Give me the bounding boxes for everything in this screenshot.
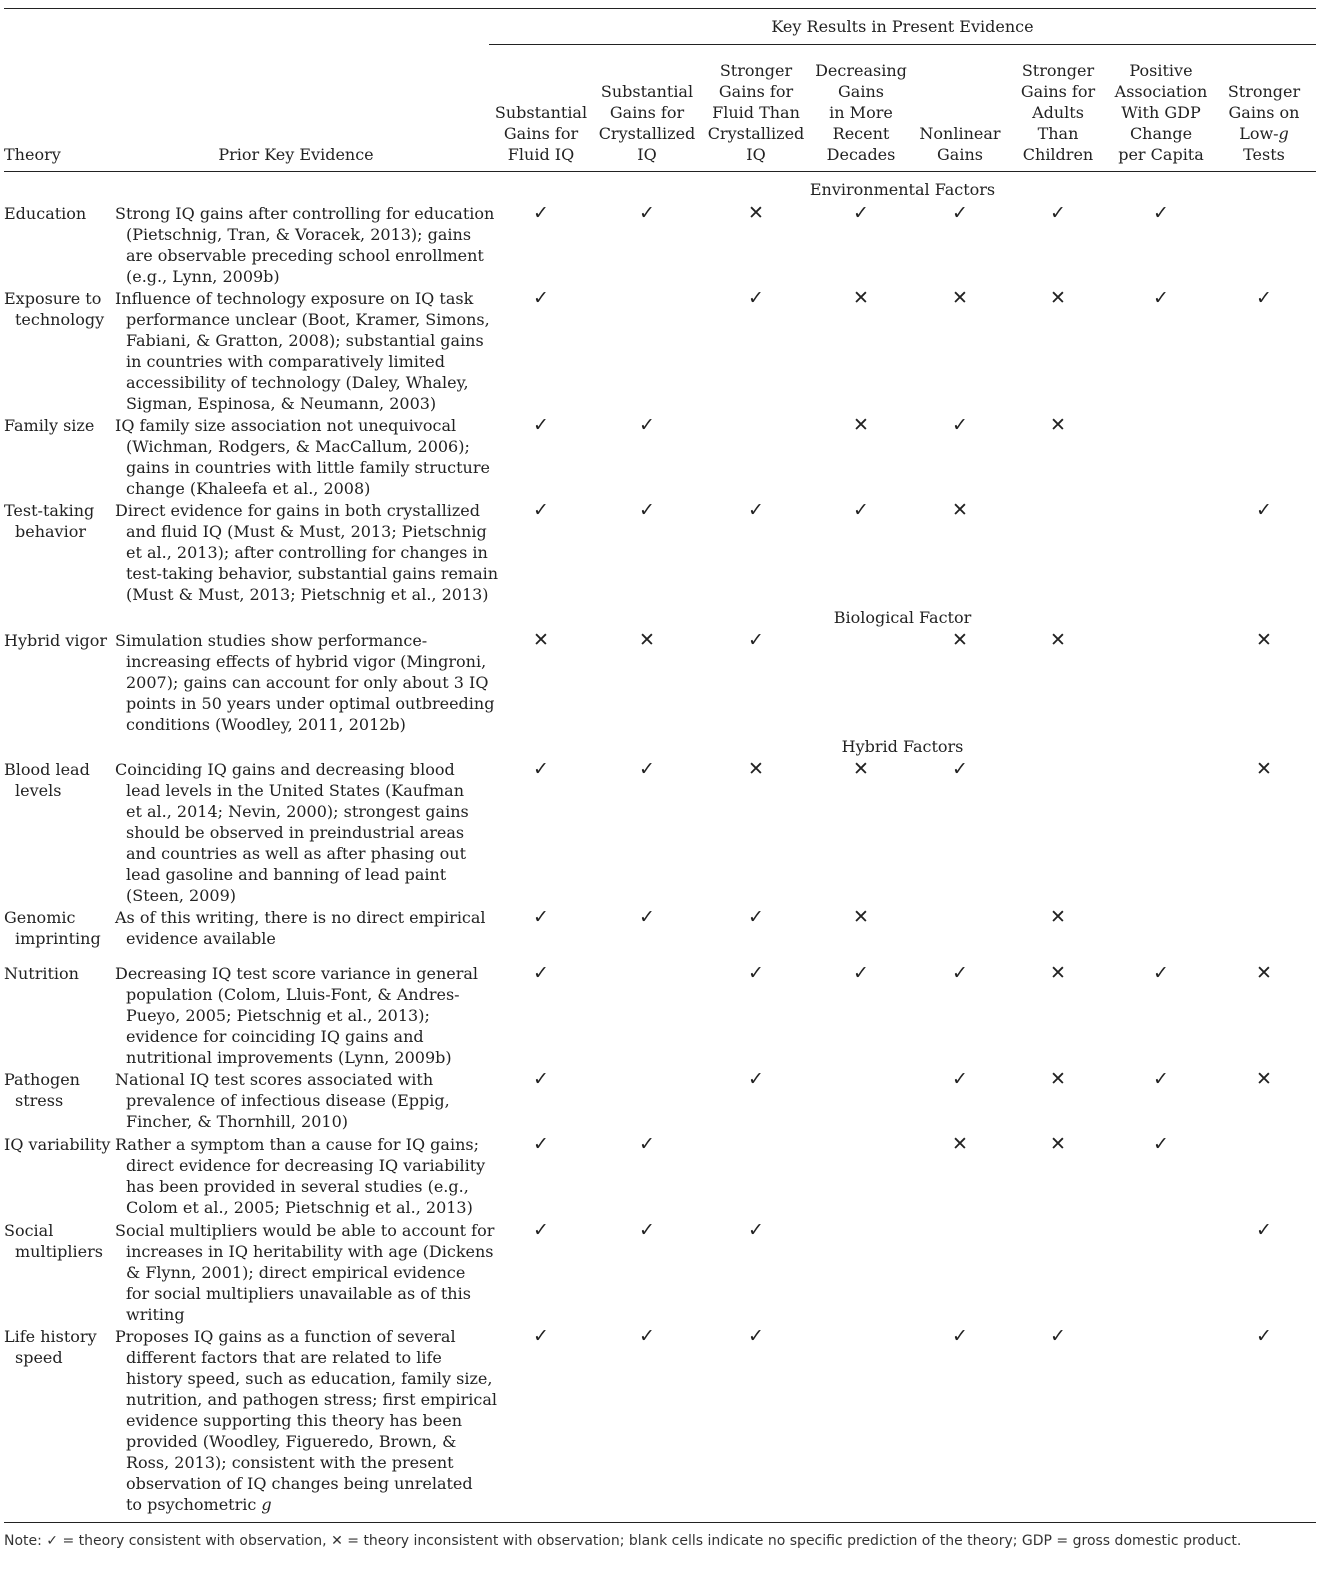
column-header-line: Low-g xyxy=(1239,124,1289,143)
theory-cell xyxy=(4,500,112,542)
theory-line: IQ variability xyxy=(4,1135,111,1154)
check-mark-icon: ✓ xyxy=(1050,1325,1066,1347)
section-label: Environmental Factors xyxy=(809,180,996,199)
evidence-line: in countries with comparatively limited xyxy=(126,352,445,371)
theory-line: levels xyxy=(15,781,62,800)
result-column-header xyxy=(1111,60,1211,165)
cross-mark-icon: ✕ xyxy=(748,758,764,780)
theory-line: Nutrition xyxy=(4,964,79,983)
check-mark-icon: ✓ xyxy=(952,1068,968,1090)
evidence-line: conditions (Woodley, 2011, 2012b) xyxy=(126,715,406,734)
theory-line: Test-taking xyxy=(4,501,95,520)
check-mark-icon: ✓ xyxy=(533,906,549,928)
column-header-line: Children xyxy=(1022,145,1094,164)
theory-line: imprinting xyxy=(15,929,101,948)
column-header-line: Fluid Than xyxy=(712,103,800,122)
check-mark-icon: ✓ xyxy=(639,1219,655,1241)
theory-line: technology xyxy=(15,310,105,329)
check-mark-icon: ✓ xyxy=(748,962,764,984)
cross-mark-icon: ✕ xyxy=(952,287,968,309)
theory-line: Family size xyxy=(4,416,95,435)
evidence-cell xyxy=(115,759,483,906)
evidence-line: National IQ test scores associated with xyxy=(115,1070,434,1089)
check-mark-icon: ✓ xyxy=(952,1325,968,1347)
evidence-line: Ross, 2013); consistent with the present xyxy=(126,1453,454,1472)
section-label: Biological Factor xyxy=(833,608,972,627)
evidence-cell xyxy=(115,963,483,1068)
theory-cell xyxy=(4,203,112,224)
evidence-line: Direct evidence for gains in both crystallized xyxy=(115,501,481,520)
column-header-line: Than xyxy=(1037,124,1079,143)
check-mark-icon: ✓ xyxy=(533,1219,549,1241)
evidence-line: 2007); gains can account for only about 3 IQ xyxy=(126,673,489,692)
evidence-line: observation of IQ changes being unrelated xyxy=(126,1474,473,1493)
evidence-cell xyxy=(115,1134,486,1218)
check-mark-icon: ✓ xyxy=(952,962,968,984)
theory-cell xyxy=(4,963,112,984)
theory-cell xyxy=(4,907,112,949)
result-column-header xyxy=(1214,81,1314,165)
evidence-line: change (Khaleefa et al., 2008) xyxy=(126,479,371,498)
evidence-line: (Wichman, Rodgers, & MacCallum, 2006); xyxy=(126,437,470,456)
cross-mark-icon: ✕ xyxy=(533,629,549,651)
evidence-line: Fincher, & Thornhill, 2010) xyxy=(126,1112,348,1131)
check-mark-icon: ✓ xyxy=(952,758,968,780)
evidence-column-header: Prior Key Evidence xyxy=(218,145,374,164)
evidence-line: evidence supporting this theory has been xyxy=(126,1411,462,1430)
evidence-line: has been provided in several studies (e.g., xyxy=(126,1177,469,1196)
check-mark-icon: ✓ xyxy=(533,962,549,984)
check-mark-icon: ✓ xyxy=(1153,202,1169,224)
check-mark-icon: ✓ xyxy=(748,499,764,521)
check-mark-icon: ✓ xyxy=(1256,1219,1272,1241)
evidence-line: and countries as well as after phasing out xyxy=(126,844,466,863)
evidence-line: to psychometric g xyxy=(126,1495,272,1514)
evidence-line: should be observed in preindustrial areas xyxy=(126,823,465,842)
evidence-line: (e.g., Lynn, 2009b) xyxy=(126,267,280,286)
theory-line: behavior xyxy=(15,522,86,541)
column-header-line: Substantial xyxy=(600,82,694,101)
column-header-line: Crystallized xyxy=(598,124,696,143)
check-mark-icon: ✓ xyxy=(533,202,549,224)
evidence-line: gains in countries with little family structure xyxy=(126,458,490,477)
evidence-line: for social multipliers unavailable as of this xyxy=(126,1284,471,1303)
column-header-line: Decades xyxy=(826,145,896,164)
theory-line: Blood lead xyxy=(4,760,90,779)
evidence-line: (Pietschnig, Tran, & Voracek, 2013); gains xyxy=(126,225,472,244)
evidence-line: history speed, such as education, family size, xyxy=(126,1369,493,1388)
theory-cell xyxy=(4,759,112,801)
check-mark-icon: ✓ xyxy=(639,906,655,928)
result-column-header xyxy=(811,60,911,165)
evidence-line: Rather a symptom than a cause for IQ gains; xyxy=(115,1135,479,1154)
result-column-header xyxy=(1008,60,1108,165)
check-mark-icon: ✓ xyxy=(639,499,655,521)
check-mark-icon: ✓ xyxy=(533,1068,549,1090)
check-mark-icon: ✓ xyxy=(1153,1068,1169,1090)
check-mark-icon: ✓ xyxy=(639,414,655,436)
evidence-cell xyxy=(115,288,490,414)
check-mark-icon: ✓ xyxy=(952,202,968,224)
evidence-line: & Flynn, 2001); direct empirical evidence xyxy=(126,1263,466,1282)
evidence-cell xyxy=(115,415,490,499)
result-column-header xyxy=(910,123,1010,165)
evidence-line: Fabiani, & Gratton, 2008); substantial gains xyxy=(126,331,484,350)
check-mark-icon: ✓ xyxy=(1256,287,1272,309)
column-header-line: IQ xyxy=(746,145,766,164)
cross-mark-icon: ✕ xyxy=(1050,1068,1066,1090)
evidence-line: test-taking behavior, substantial gains remain xyxy=(126,564,499,583)
check-mark-icon: ✓ xyxy=(748,1068,764,1090)
theory-line: Pathogen xyxy=(4,1070,80,1089)
check-mark-icon: ✓ xyxy=(748,906,764,928)
check-mark-icon: ✓ xyxy=(853,499,869,521)
theory-cell xyxy=(4,1134,112,1155)
cross-mark-icon: ✕ xyxy=(1256,962,1272,984)
column-header-line: Association xyxy=(1114,82,1208,101)
column-header-line: Fluid IQ xyxy=(507,145,575,164)
evidence-line: Sigman, Espinosa, & Neumann, 2003) xyxy=(126,394,437,413)
cross-mark-icon: ✕ xyxy=(1256,629,1272,651)
check-mark-icon: ✓ xyxy=(1153,962,1169,984)
column-header-line: IQ xyxy=(637,145,657,164)
cross-mark-icon: ✕ xyxy=(748,202,764,224)
cross-mark-icon: ✕ xyxy=(952,1133,968,1155)
result-column-header xyxy=(491,102,591,165)
evidence-line: nutrition, and pathogen stress; first empirical xyxy=(126,1390,497,1409)
evidence-cell xyxy=(115,203,495,287)
theory-cell xyxy=(4,1220,112,1262)
column-header-line: Recent xyxy=(832,124,890,143)
spanner-rule xyxy=(489,44,1316,45)
theory-line: Life history xyxy=(4,1327,97,1346)
cross-mark-icon: ✕ xyxy=(853,906,869,928)
column-header-line: Gains xyxy=(838,82,884,101)
evidence-line: evidence for coinciding IQ gains and xyxy=(126,1027,424,1046)
evidence-line: performance unclear (Boot, Kramer, Simons, xyxy=(126,310,490,329)
cross-mark-icon: ✕ xyxy=(1256,1068,1272,1090)
cross-mark-icon: ✕ xyxy=(853,414,869,436)
check-mark-icon: ✓ xyxy=(533,758,549,780)
column-header-line: Gains on xyxy=(1228,103,1300,122)
evidence-line: Decreasing IQ test score variance in general xyxy=(115,964,479,983)
evidence-cell xyxy=(115,1069,483,1132)
column-header-line: Positive xyxy=(1129,61,1193,80)
evidence-line: population (Colom, Lluis-Font, & Andres- xyxy=(126,985,460,1004)
column-header-line: Tests xyxy=(1243,145,1285,164)
check-mark-icon: ✓ xyxy=(853,202,869,224)
evidence-line: Colom et al., 2005; Pietschnig et al., 2013) xyxy=(126,1198,473,1217)
evidence-line: different factors that are related to life xyxy=(126,1348,442,1367)
check-mark-icon: ✓ xyxy=(1256,1325,1272,1347)
evidence-line: accessibility of technology (Daley, Whaley, xyxy=(126,373,469,392)
evidence-line: evidence available xyxy=(126,929,276,948)
check-mark-icon: ✓ xyxy=(748,1325,764,1347)
cross-mark-icon: ✕ xyxy=(1256,758,1272,780)
evidence-line: Proposes IQ gains as a function of several xyxy=(115,1327,456,1346)
header-rule xyxy=(4,171,1316,172)
evidence-line: Influence of technology exposure on IQ task xyxy=(115,289,474,308)
theory-cell xyxy=(4,630,112,651)
evidence-line: Coinciding IQ gains and decreasing blood xyxy=(115,760,455,779)
key-results-header: Key Results in Present Evidence xyxy=(771,17,1034,36)
cross-mark-icon: ✕ xyxy=(1050,629,1066,651)
cross-mark-icon: ✕ xyxy=(1050,906,1066,928)
evidence-line: Pueyo, 2005; Pietschnig et al., 2013); xyxy=(126,1006,430,1025)
evidence-cell xyxy=(115,1326,497,1515)
cross-mark-icon: ✕ xyxy=(1050,962,1066,984)
check-mark-icon: ✓ xyxy=(853,962,869,984)
column-header-line: Gains for xyxy=(609,103,685,122)
result-column-header xyxy=(706,60,806,165)
check-mark-icon: ✓ xyxy=(639,1133,655,1155)
theory-column-header: Theory xyxy=(4,145,61,164)
column-header-line: Change xyxy=(1129,124,1193,143)
column-header-line: Gains for xyxy=(718,82,794,101)
evidence-line: and fluid IQ (Must & Must, 2013; Pietschnig xyxy=(126,522,487,541)
evidence-line: writing xyxy=(126,1305,185,1324)
cross-mark-icon: ✕ xyxy=(952,499,968,521)
evidence-cell xyxy=(115,1220,495,1325)
column-header-line: Stronger xyxy=(719,61,793,80)
evidence-cell xyxy=(115,907,486,949)
theory-line: Hybrid vigor xyxy=(4,631,108,650)
evidence-line: prevalence of infectious disease (Eppig, xyxy=(126,1091,450,1110)
theory-line: Social xyxy=(4,1221,54,1240)
top-rule xyxy=(4,8,1316,9)
cross-mark-icon: ✕ xyxy=(1050,287,1066,309)
theory-cell xyxy=(4,1326,112,1368)
check-mark-icon: ✓ xyxy=(1050,202,1066,224)
section-label: Hybrid Factors xyxy=(841,737,964,756)
evidence-line: Simulation studies show performance- xyxy=(115,631,428,650)
cross-mark-icon: ✕ xyxy=(639,629,655,651)
check-mark-icon: ✓ xyxy=(952,414,968,436)
column-header-line: in More xyxy=(829,103,893,122)
evidence-line: Social multipliers would be able to account for xyxy=(115,1221,495,1240)
check-mark-icon: ✓ xyxy=(639,758,655,780)
column-header-line: Crystallized xyxy=(707,124,805,143)
cross-mark-icon: ✕ xyxy=(952,629,968,651)
theory-line: Education xyxy=(4,204,87,223)
evidence-line: Strong IQ gains after controlling for education xyxy=(115,204,495,223)
evidence-cell xyxy=(115,630,495,735)
cross-mark-icon: ✕ xyxy=(1050,1133,1066,1155)
check-mark-icon: ✓ xyxy=(533,1133,549,1155)
check-mark-icon: ✓ xyxy=(748,1219,764,1241)
column-header-line: Nonlinear xyxy=(919,124,1001,143)
check-mark-icon: ✓ xyxy=(533,499,549,521)
cross-mark-icon: ✕ xyxy=(1050,414,1066,436)
check-mark-icon: ✓ xyxy=(533,1325,549,1347)
theory-line: speed xyxy=(15,1348,63,1367)
table-note: Note: ✓ = theory consistent with observation, ✕ = theory inconsistent with observation; blank cells indicate no specific prediction of the theory; GDP = gross domestic product. xyxy=(4,1533,1242,1549)
evidence-line: are observable preceding school enrollment xyxy=(126,246,484,265)
evidence-line: (Steen, 2009) xyxy=(126,886,237,905)
column-header-line: Stronger xyxy=(1227,82,1301,101)
column-header-line: Decreasing xyxy=(815,61,907,80)
check-mark-icon: ✓ xyxy=(748,629,764,651)
theory-line: multipliers xyxy=(15,1242,103,1261)
evidence-line: lead gasoline and banning of lead paint xyxy=(126,865,447,884)
evidence-line: et al., 2014; Nevin, 2000); strongest gains xyxy=(126,802,469,821)
evidence-line: lead levels in the United States (Kaufman xyxy=(126,781,464,800)
theory-line: Exposure to xyxy=(4,289,102,308)
check-mark-icon: ✓ xyxy=(1153,287,1169,309)
evidence-line: direct evidence for decreasing IQ variability xyxy=(126,1156,486,1175)
column-header-line: Gains xyxy=(937,145,983,164)
theory-cell xyxy=(4,288,112,330)
check-mark-icon: ✓ xyxy=(533,287,549,309)
result-column-header xyxy=(597,81,697,165)
evidence-line: IQ family size association not unequivocal xyxy=(115,416,457,435)
evidence-line: increasing effects of hybrid vigor (Mingroni, xyxy=(126,652,487,671)
check-mark-icon: ✓ xyxy=(533,414,549,436)
check-mark-icon: ✓ xyxy=(639,1325,655,1347)
column-header-line: Gains for xyxy=(1020,82,1096,101)
evidence-cell xyxy=(115,500,499,605)
evidence-line: provided (Woodley, Figueredo, Brown, & xyxy=(126,1432,457,1451)
theory-cell xyxy=(4,1069,112,1111)
check-mark-icon: ✓ xyxy=(639,202,655,224)
check-mark-icon: ✓ xyxy=(748,287,764,309)
column-header-line: Gains for xyxy=(503,124,579,143)
column-header-line: Substantial xyxy=(494,103,588,122)
column-header-line: Adults xyxy=(1032,103,1084,122)
cross-mark-icon: ✕ xyxy=(853,758,869,780)
evidence-line: increases in IQ heritability with age (Dickens xyxy=(126,1242,494,1261)
evidence-line: points in 50 years under optimal outbreeding xyxy=(126,694,495,713)
check-mark-icon: ✓ xyxy=(1256,499,1272,521)
theory-line: stress xyxy=(15,1091,64,1110)
check-mark-icon: ✓ xyxy=(1153,1133,1169,1155)
column-header-line: With GDP xyxy=(1121,103,1201,122)
cross-mark-icon: ✕ xyxy=(853,287,869,309)
column-header-line: Stronger xyxy=(1021,61,1095,80)
evidence-line: et al., 2013); after controlling for changes in xyxy=(126,543,488,562)
evidence-line: nutritional improvements (Lynn, 2009b) xyxy=(126,1048,452,1067)
theory-cell xyxy=(4,415,112,436)
evidence-line: As of this writing, there is no direct empirical xyxy=(115,908,486,927)
column-header-line: per Capita xyxy=(1118,145,1204,164)
evidence-line: (Must & Must, 2013; Pietschnig et al., 2013) xyxy=(126,585,489,604)
theory-line: Genomic xyxy=(4,908,76,927)
bottom-rule xyxy=(4,1522,1316,1523)
